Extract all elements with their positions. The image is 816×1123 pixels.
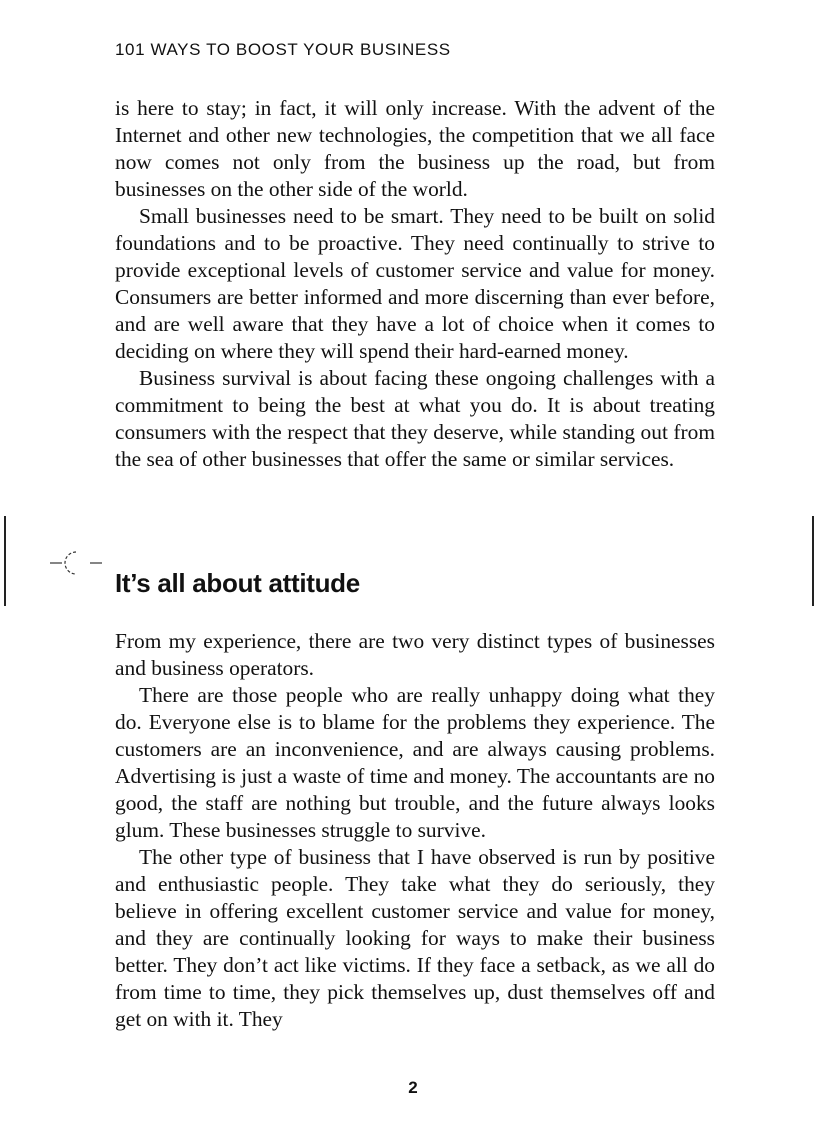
body-text-section-one — [115, 95, 715, 473]
crop-mark-right — [812, 516, 814, 606]
section-heading: It’s all about attitude — [115, 568, 360, 598]
page-number: 2 — [408, 1078, 418, 1097]
paragraph: From my experience, there are two very distinct types of businesses and business operators. — [115, 629, 715, 680]
paragraph: Business survival is about facing these ongoing challenges with a commitment to being the best at what you do. It is about treating consumers with the respect that they deserve, while standing out from the sea of other businesses that offer the same or similar services. — [115, 366, 715, 471]
crop-mark-left — [4, 516, 6, 606]
paragraph: There are those people who are really unhappy doing what they do. Everyone else is to blame for the problems they experience. The customers are an inconvenience, and are always causing problems. Advertising is just a waste of time and money. The accountants are no good, the staff are nothing but trouble, and the future always looks glum. These businesses struggle to survive. — [115, 683, 715, 842]
body-text-section-two — [115, 628, 715, 1033]
registration-mark-icon — [50, 548, 106, 578]
paragraph: Small businesses need to be smart. They need to be built on solid foundations and to be proactive. They need continually to strive to provide exceptional levels of customer service and value for money. Consumers are better informed and more discerning than ever before, and are well aware that they have a lot of choice when it comes to deciding on where they will spend their hard-earned money. — [115, 204, 715, 363]
paragraph: is here to stay; in fact, it will only increase. With the advent of the Internet and other new technologies, the competition that we all face now comes not only from the business up the road, but from businesses on the other side of the world. — [115, 96, 715, 201]
running-head: 101 WAYS TO BOOST YOUR BUSINESS — [115, 40, 451, 59]
paragraph: The other type of business that I have observed is run by positive and enthusiastic people. They take what they do seriously, they believe in offering excellent customer service and value for money, and they are continually looking for ways to make their business better. They don’t act like victims. If they face a setback, as we all do from time to time, they pick themselves up, dust themselves off and get on with it. They — [115, 845, 715, 1031]
